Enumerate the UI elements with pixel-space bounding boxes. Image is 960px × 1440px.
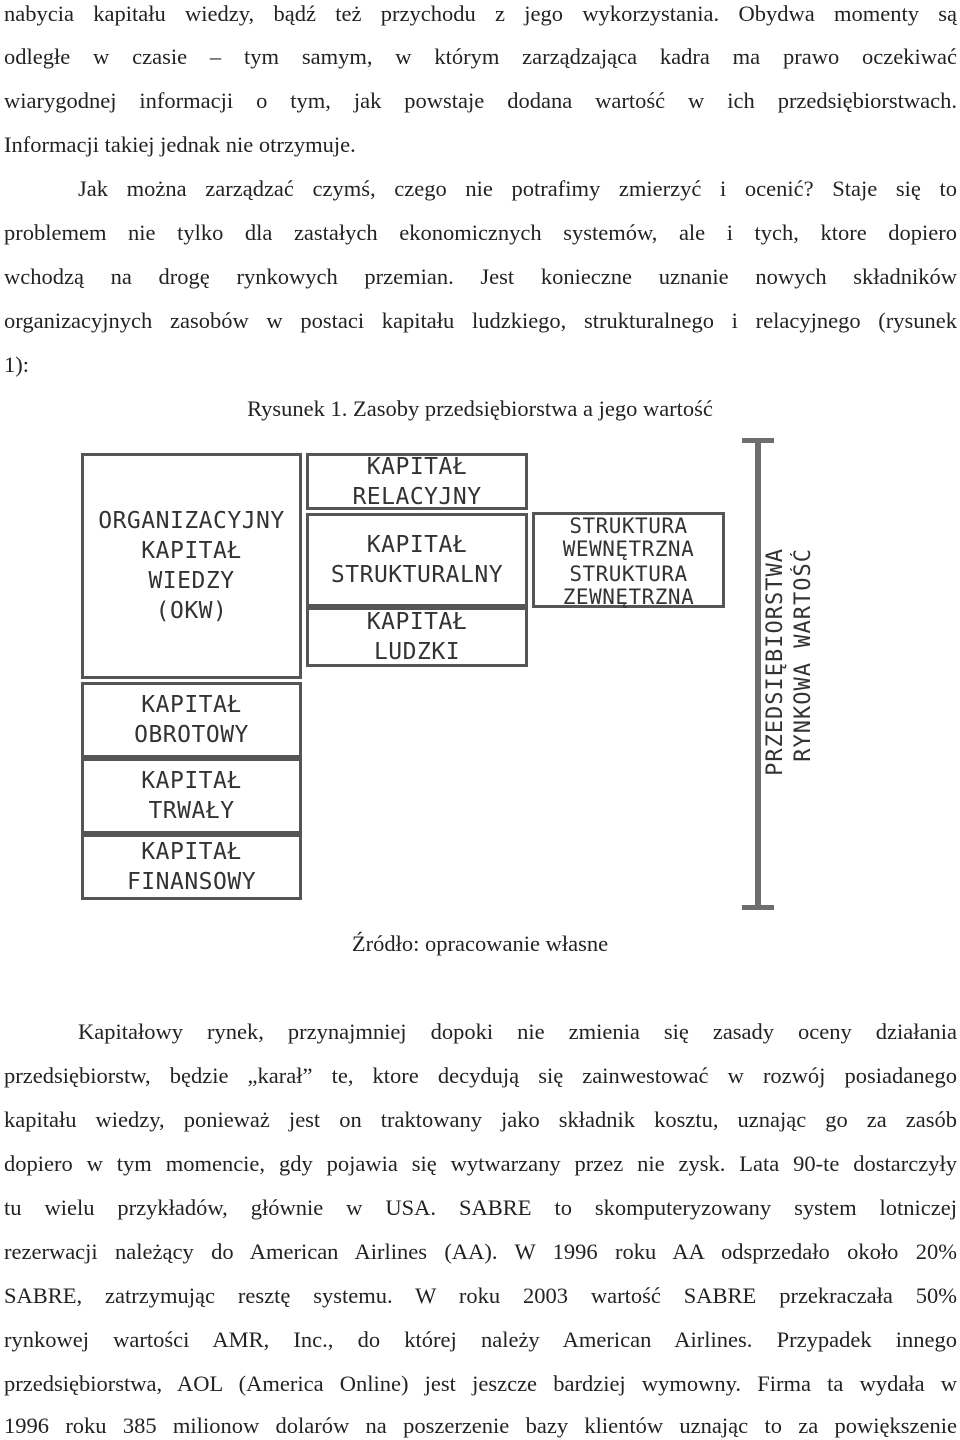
box-label: WIEDZY — [148, 568, 235, 594]
box-label: KAPITAŁ — [141, 692, 242, 718]
internal-structure-group — [563, 515, 694, 561]
external-structure-group — [563, 563, 694, 609]
box-label: ZEWNĘTRZNA — [562, 585, 695, 609]
box-label: WEWNĘTRZNA — [562, 537, 695, 561]
box-label: STRUKTURA — [569, 562, 688, 586]
box-label: KAPITAŁ — [366, 453, 468, 480]
vertical-label-line: RYNKOWA WARTOŚĆ — [791, 548, 816, 762]
figure-caption: Rysunek 1. Zasoby przedsiębiorstwa a jego wartość — [247, 396, 713, 421]
bracket-bottom-cap — [742, 905, 774, 910]
box-label: LUDZKI — [373, 639, 461, 665]
box-label: KAPITAŁ — [141, 839, 242, 865]
box-label: FINANSOWY — [126, 869, 257, 895]
box-working-capital — [81, 682, 302, 758]
text-line: odległe w czasie – tym samym, w którym zarządzająca kadra ma prawo oczekiwać — [4, 44, 957, 69]
text-line: przedsiębiorstw, będzie „karał” te, ktore decydują się zainwestować w rozwój posiadanego — [4, 1063, 957, 1088]
text-line: wiarygodnej informacji o tym, jak powstaje dodana wartość w ich przedsiębiorstwach. — [4, 88, 957, 113]
box-label: KAPITAŁ — [366, 609, 468, 635]
text-line: dopiero w tym momencie, gdy pojawia się wytwarzany przez nie zysk. Lata 90-te dostarczyły — [4, 1151, 957, 1176]
box-label: STRUKTURA — [569, 514, 688, 538]
text-line: organizacyjnych zasobów w postaci kapitału ludzkiego, strukturalnego i relacyjnego (rysunek — [4, 308, 957, 333]
text-line: rynkowej wartości AMR, Inc., do której należy American Airlines. Przypadek innego — [4, 1327, 957, 1352]
vertical-label-line: PRZEDSIĘBIORSTWA — [763, 548, 788, 776]
box-label: KAPITAŁ — [141, 538, 242, 564]
box-label: STRUKTURALNY — [330, 562, 504, 588]
text-line: Informacji takiej jednak nie otrzymuje. — [4, 132, 356, 157]
box-label: TRWAŁY — [148, 798, 235, 824]
box-label: KAPITAŁ — [141, 768, 242, 794]
text-line: tu wielu przykładów, głównie w USA. SABRE to skomputeryzowany system lotniczej — [4, 1195, 957, 1220]
box-label: ORGANIZACYJNY — [98, 508, 285, 534]
text-line: kapitału wiedzy, ponieważ jest on traktowany jako składnik kosztu, uznając go za zasób — [4, 1107, 957, 1132]
box-label: OBROTOWY — [134, 722, 249, 748]
text-line: nabycia kapitału wiedzy, bądź też przychodu z jego wykorzystania. Obydwa momenty są — [4, 1, 957, 26]
text-line: 1996 roku 385 milionow dolarów na poszerzenie bazy klientów uznając to za powiększenie — [4, 1413, 957, 1438]
text-line: problemem nie tylko dla zastałych ekonomicznych systemów, ale i tych, ktore dopiero — [4, 220, 957, 245]
box-structural-capital — [306, 513, 528, 607]
box-human-capital — [306, 607, 528, 667]
box-label: (OKW) — [155, 598, 228, 624]
text-line: przedsiębiorstwa, AOL (America Online) jest jeszcze bardziej wymowny. Firma ta wydała w — [4, 1371, 957, 1396]
text-line: wchodzą na drogę rynkowych przemian. Jest konieczne uznanie nowych składników — [4, 264, 957, 289]
box-internal-external-structure — [532, 512, 725, 608]
text-line: 1): — [4, 352, 29, 377]
market-value-label — [760, 548, 820, 828]
box-label: RELACYJNY — [352, 483, 482, 510]
box-relational-capital — [306, 453, 528, 510]
bracket-top-cap — [742, 438, 774, 443]
figure-source: Źródło: opracowanie własne — [351, 931, 609, 956]
box-financial-capital — [81, 834, 302, 900]
box-organizational-knowledge-capital — [81, 453, 302, 679]
text-line: Jak można zarządzać czymś, czego nie potrafimy zmierzyć i ocenić? Staje się to — [78, 176, 957, 201]
box-fixed-capital — [81, 758, 302, 834]
box-label: KAPITAŁ — [366, 532, 468, 558]
text-line: SABRE, zatrzymując resztę systemu. W roku 2003 wartość SABRE przekraczała 50% — [4, 1283, 957, 1308]
text-line: Kapitałowy rynek, przynajmniej dopoki nie zmienia się zasady oceny działania — [78, 1019, 957, 1044]
text-line: rezerwacji należący do American Airlines (AA). W 1996 roku AA odsprzedało około 20% — [4, 1239, 957, 1264]
